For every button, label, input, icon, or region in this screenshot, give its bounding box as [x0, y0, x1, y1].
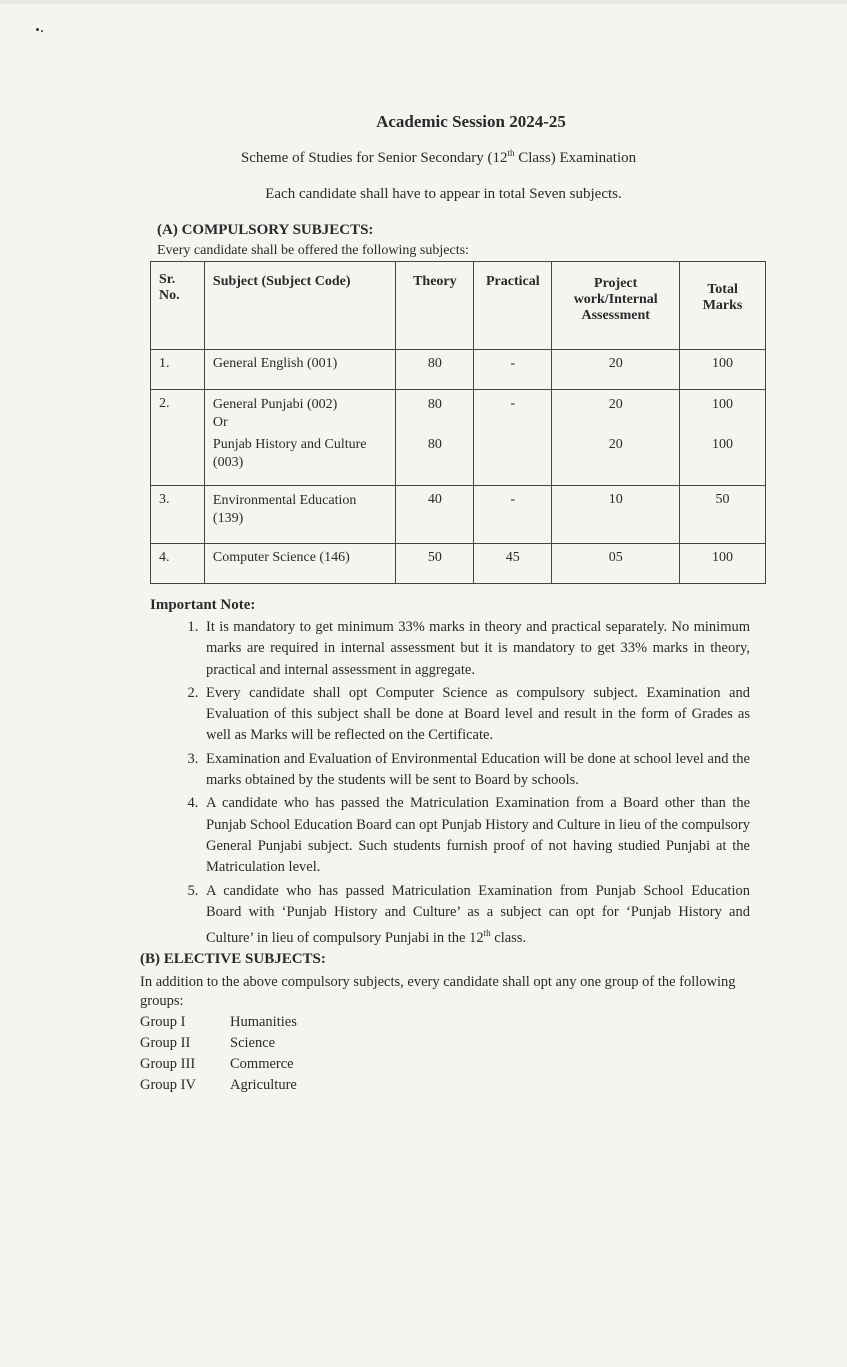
cell-practical: - — [474, 486, 552, 544]
cell-total — [680, 390, 766, 486]
theory-primary: 80 — [427, 397, 442, 412]
cell-sr: 4. — [151, 544, 205, 584]
theory-alternative: 80 — [427, 437, 442, 452]
list-item — [140, 1054, 297, 1075]
total-alternative: 100 — [712, 437, 734, 452]
scheme-subtitle — [0, 148, 847, 167]
scheme-prefix: Scheme of Studies for Senior Secondary (12 — [240, 150, 508, 166]
group-name: Humanities — [230, 1014, 297, 1030]
cell-practical: - — [474, 350, 552, 390]
cell-sr: 2. — [151, 390, 205, 486]
group-label: Group II — [140, 1035, 191, 1051]
elective-groups — [140, 1012, 297, 1096]
col-project: Project work/Internal Assessment — [552, 262, 680, 350]
cell-subject — [204, 390, 396, 486]
cell-project: 20 — [552, 350, 680, 390]
scan-speck — [36, 28, 39, 31]
cell-theory: 50 — [396, 544, 474, 584]
list-item: 2. Every candidate shall opt Computer Science as compulsory subject. Examination and Evaluation of this subject shall be done at Board level and result in the form of Grades as well as Marks will be reflected on the Certificate. — [202, 683, 750, 747]
list-item: 1. It is mandatory to get minimum 33% marks in theory and practical separately. No minimum marks are required in internal assessment but it is mandatory to get 33% marks in theory, practical and internal assessment in aggregate. — [202, 617, 750, 681]
col-total: Total Marks — [680, 262, 766, 350]
elective-intro: In addition to the above compulsory subjects, every candidate shall opt any one group of the following groups: — [140, 974, 736, 1009]
table-row — [151, 390, 766, 486]
group-name: Science — [230, 1035, 276, 1051]
cell-practical: - — [474, 390, 552, 486]
subject-or: Or — [212, 415, 228, 430]
group-name: Agriculture — [230, 1077, 297, 1093]
list-item — [202, 881, 750, 950]
table-row — [151, 544, 766, 584]
important-note-heading: Important Note: — [150, 597, 256, 613]
total-primary: 100 — [712, 397, 734, 412]
group-label: Group III — [140, 1056, 196, 1072]
list-item — [140, 1033, 297, 1054]
list-item: 3. Examination and Evaluation of Environmental Education will be done at school level and the marks obtained by the students will be sent to Board by schools. — [202, 749, 750, 792]
compulsory-subjects-table — [150, 261, 766, 584]
cell-project — [552, 390, 680, 486]
col-sr: Sr. No. — [151, 262, 205, 350]
group-label: Group I — [140, 1014, 186, 1030]
table-row — [151, 486, 766, 544]
cell-subject: Computer Science (146) — [204, 544, 396, 584]
cell-theory — [396, 390, 474, 486]
col-practical: Practical — [474, 262, 552, 350]
scheme-suffix: Class) Examination — [514, 150, 637, 166]
cell-subject: Environmental Education (139) — [204, 486, 396, 544]
group-label: Group IV — [140, 1077, 196, 1093]
subject-primary: General Punjabi (002) — [212, 397, 338, 412]
cell-practical: 45 — [474, 544, 552, 584]
cell-total: 50 — [680, 486, 766, 544]
cell-total: 100 — [680, 350, 766, 390]
scan-edge — [0, 0, 847, 4]
note-5-end: class. — [490, 929, 527, 946]
project-alternative: 20 — [608, 437, 623, 452]
seven-subjects-line: Each candidate shall have to appear in total Seven subjects. — [265, 186, 622, 202]
col-subject: Subject (Subject Code) — [204, 262, 396, 350]
important-note-list — [150, 617, 750, 951]
cell-theory: 40 — [396, 486, 474, 544]
cell-total: 100 — [680, 544, 766, 584]
compulsory-heading: (A) COMPULSORY SUBJECTS: — [157, 222, 374, 238]
cell-project: 05 — [552, 544, 680, 584]
scan-speck — [41, 30, 43, 32]
elective-heading: (B) ELECTIVE SUBJECTS: — [140, 951, 326, 967]
scheme-sup: th — [507, 148, 515, 158]
note-5-sup: th — [483, 928, 491, 939]
group-name: Commerce — [230, 1056, 294, 1072]
note-5-text: A candidate who has passed Matriculation Examination from Punjab School Education Board with ‘Punjab History and Culture’ as a subject can opt for ‘Punjab History and Culture’ in lieu of compulsory Punjabi in the 12 — [206, 882, 750, 946]
project-primary: 20 — [608, 397, 623, 412]
cell-subject: General English (001) — [204, 350, 396, 390]
cell-sr: 1. — [151, 350, 205, 390]
cell-theory: 80 — [396, 350, 474, 390]
page-title: Academic Session 2024-25 — [376, 112, 566, 131]
cell-project: 10 — [552, 486, 680, 544]
cell-sr: 3. — [151, 486, 205, 544]
table-header-row — [151, 262, 766, 350]
compulsory-intro: Every candidate shall be offered the following subjects: — [157, 243, 469, 258]
col-theory: Theory — [396, 262, 474, 350]
subject-alternative: Punjab History and Culture (003) — [212, 437, 367, 470]
table-row — [151, 350, 766, 390]
list-item — [140, 1012, 297, 1033]
list-item — [140, 1075, 297, 1096]
list-item: 4. A candidate who has passed the Matriculation Examination from a Board other than the Punjab School Education Board can opt Punjab History and Culture in lieu of the compulsory General Punjabi subject. Such students furnish proof of not having studied Punjabi at the Matriculation level. — [202, 793, 750, 878]
